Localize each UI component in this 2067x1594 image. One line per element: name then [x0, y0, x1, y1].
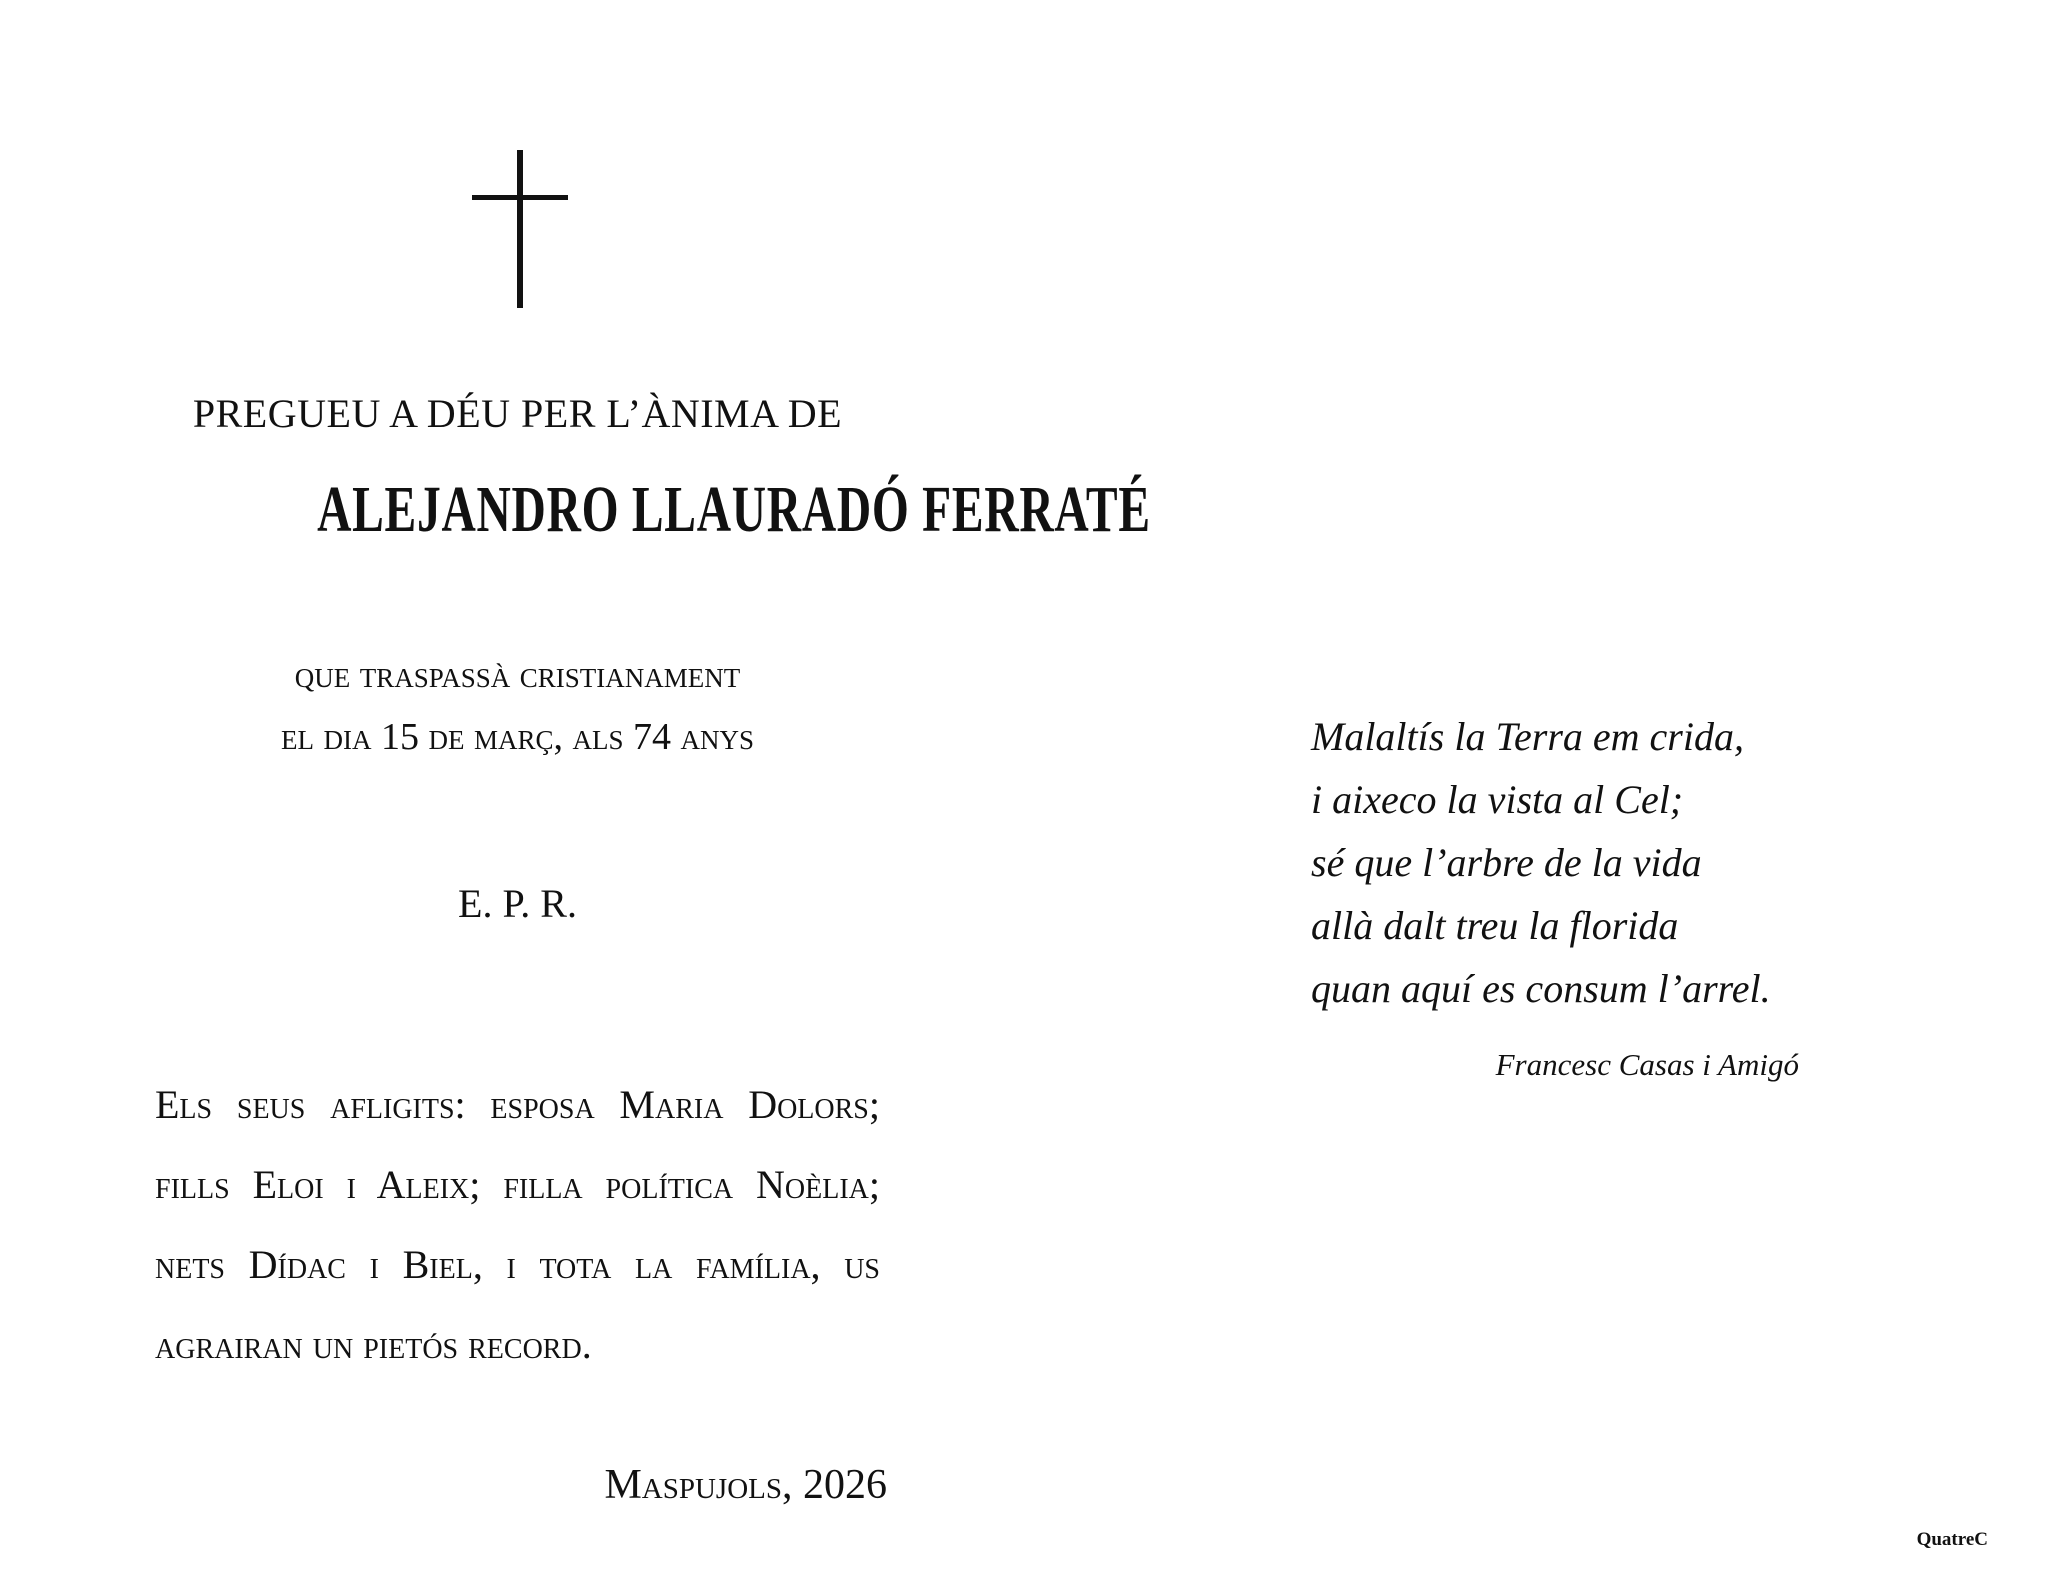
- passing-text: [155, 644, 880, 768]
- epr-abbreviation: E. P. R.: [458, 881, 577, 926]
- poem-line: sé que l’arbre de la vida: [1311, 840, 1702, 885]
- printer-mark: QuatreC: [1916, 1529, 1988, 1550]
- mourners-line: agrairan un pietós record.: [155, 1322, 592, 1367]
- mourners-line: fills Eloi i Aleix; filla política Noèlia;: [155, 1162, 880, 1207]
- poem-line: allà dalt treu la florida: [1311, 903, 1679, 948]
- poem-line: quan aquí es consum l’arrel.: [1311, 966, 1771, 1011]
- poem-line: i aixeco la vista al Cel;: [1311, 777, 1684, 822]
- mourners-line: Els seus afligits: esposa Maria Dolors;: [155, 1082, 880, 1127]
- place-year: Maspujols, 2026: [604, 1462, 887, 1508]
- mourners-line: nets Dídac i Biel, i tota la família, us: [155, 1242, 880, 1287]
- poem-line: Malaltís la Terra em crida,: [1311, 714, 1744, 759]
- poem-author: Francesc Casas i Amigó: [1495, 1047, 1799, 1082]
- deceased-name: [155, 470, 1151, 550]
- cross-icon: [472, 150, 572, 308]
- mourners-text: [155, 1065, 880, 1385]
- left-panel: [155, 0, 1151, 1594]
- prayer-heading: PREGUEU A DÉU PER L’ÀNIMA DE: [192, 391, 843, 436]
- poem: [1311, 705, 1771, 1020]
- passing-line: el dia 15 de març, als 74 anys: [280, 716, 754, 758]
- deceased-name-text: ALEJANDRO LLAURADÓ FERRATÉ: [317, 473, 1151, 546]
- passing-line: que traspassà cristianament: [294, 654, 741, 696]
